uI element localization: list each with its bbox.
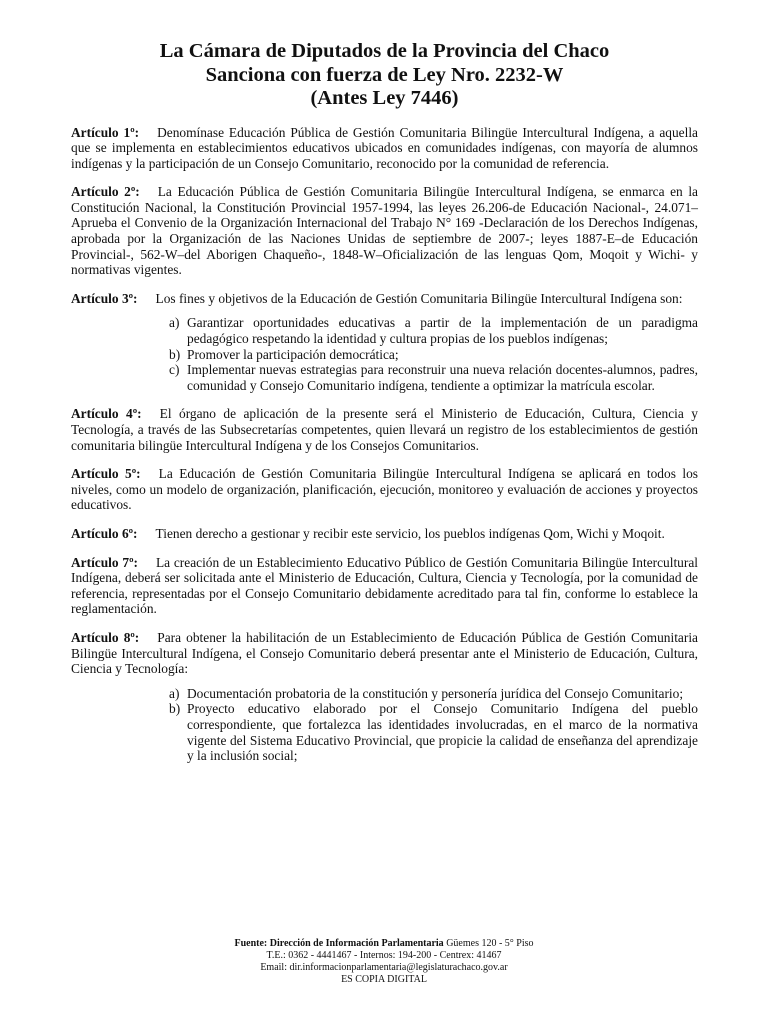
footer-address: Güemes 120 - 5° Piso <box>443 938 534 949</box>
list-item <box>71 686 698 702</box>
article-2-heading: Artículo 2º: <box>71 184 140 200</box>
footer-copy-note: ES COPIA DIGITAL <box>341 974 427 985</box>
footer-source-label: Fuente: Dirección de Información Parlamentaria <box>234 938 444 949</box>
page-footer <box>0 938 768 986</box>
article-8 <box>71 630 698 677</box>
article-4 <box>71 406 698 453</box>
list-marker: a) <box>169 315 180 331</box>
list-item <box>71 347 698 363</box>
article-7-heading: Artículo 7º: <box>71 554 138 570</box>
list-marker: c) <box>169 362 180 378</box>
list-item-text: Documentación probatoria de la constitución y personería jurídica del Consejo Comunitario; <box>187 685 684 701</box>
article-2-text: La Educación Pública de Gestión Comunitaria Bilingüe Intercultural Indígena, se enmarca en la Constitución Nacional, la Constitución Provincial 1957-1994, las leyes 26.206-de Educación Nacional-, 24.071–Aprueba el Convenio de la Organización Internacional del Trabajo N° 169 -Declaración de los Derechos Indígenas, aprobada por la Organización de las Naciones Unidas de septiembre de 2007-; leyes 1887-E–de Educación Provincial-, 562-W–del Aborigen Chaqueño-, 1848-W–Oficialización de las lenguas Qom, Moqoit y Wichi- y normativas vigentes. <box>71 184 698 278</box>
title-line-2: Sanciona con fuerza de Ley Nro. 2232-W <box>205 63 564 86</box>
article-6 <box>71 526 698 542</box>
list-item-text: Garantizar oportunidades educativas a partir de la implementación de un paradigma pedagógico respetando la identidad y cultura propias de los pueblos indígenas; <box>187 315 698 347</box>
article-1-text: Denomínase Educación Pública de Gestión Comunitaria Bilingüe Intercultural Indígena, a aquella que se implementa en establecimientos educativos ubicados en comunidades indígenas, con mayoría de alumnos indígenas y la participación de un Consejo Comunitario, reconocido por la comunidad de referencia. <box>71 124 698 171</box>
list-marker: b) <box>169 346 181 362</box>
law-title <box>71 40 698 111</box>
article-5 <box>71 466 698 513</box>
article-7 <box>71 555 698 617</box>
article-4-heading: Artículo 4º: <box>71 406 142 422</box>
article-3-list <box>71 315 698 393</box>
list-item <box>71 362 698 393</box>
article-5-heading: Artículo 5º: <box>71 466 141 482</box>
article-7-text: La creación de un Establecimiento Educativo Público de Gestión Comunitaria Bilingüe Intercultural Indígena, deberá ser solicitada ante el Ministerio de Educación, Cultura, Ciencia y Tecnología, por la comunidad de referencia, representadas por el Consejo Comunitario debidamente acreditado para tal fin, conforme lo establece la reglamentación. <box>71 554 698 617</box>
article-3-text: Los fines y objetivos de la Educación de Gestión Comunitaria Bilingüe Intercultural Indígena son: <box>155 290 683 306</box>
title-line-1: La Cámara de Diputados de la Provincia del Chaco <box>159 40 610 62</box>
article-8-heading: Artículo 8º: <box>71 629 140 645</box>
article-5-text: La Educación de Gestión Comunitaria Bilingüe Intercultural Indígena se aplicará en todos los niveles, como un modelo de organización, planificación, ejecución, monitoreo y evaluación de acciones y proyectos educativos. <box>71 466 698 513</box>
article-6-heading: Artículo 6º: <box>71 525 138 541</box>
list-item-text: Proyecto educativo elaborado por el Consejo Comunitario Indígena del pueblo correspondiente, que fortalezca las identidades involucradas, en el marco de la normativa vigente del Sistema Educativo Provincial, que propicie la calidad de enseñanza del aprendizaje y la inclusión social; <box>187 701 698 764</box>
list-item <box>71 701 698 763</box>
article-3-heading: Artículo 3º: <box>71 290 138 306</box>
list-item <box>71 315 698 346</box>
article-1-heading: Artículo 1º: <box>71 124 140 140</box>
article-8-text: Para obtener la habilitación de un Establecimiento de Educación Pública de Gestión Comunitaria Bilingüe Intercultural Indígena, el Consejo Comunitario deberá presentar ante el Ministerio de Educación, Cultura, Ciencia y Tecnología: <box>71 629 698 677</box>
article-8-list <box>71 686 698 764</box>
article-2 <box>71 184 698 278</box>
footer-email: Email: dir.informacionparlamentaria@legislaturachaco.gov.ar <box>260 962 508 973</box>
list-item-text: Promover la participación democrática; <box>187 346 399 362</box>
footer-phones: T.E.: 0362 - 4441467 - Internos: 194-200 - Centrex: 41467 <box>266 950 502 961</box>
article-6-text: Tienen derecho a gestionar y recibir este servicio, los pueblos indígenas Qom, Wichi y Moqoit. <box>155 525 665 541</box>
title-line-3: (Antes Ley 7446) <box>310 87 459 109</box>
list-marker: a) <box>169 685 180 701</box>
list-item-text: Implementar nuevas estrategias para reconstruir una nueva relación docentes-alumnos, padres, comunidad y Consejo Comunitario indígena, tendiente a optimizar la matrícula escolar. <box>187 362 698 393</box>
article-1 <box>71 125 698 172</box>
list-marker: b) <box>169 701 181 717</box>
article-3 <box>71 291 698 307</box>
footer-source-line <box>0 938 768 950</box>
document-page <box>71 40 698 777</box>
article-4-text: El órgano de aplicación de la presente será el Ministerio de Educación, Cultura, Ciencia y Tecnología, a través de las Subsecretarías competentes, quien llevará un registro de los establecimientos de gestión comunitaria bilingüe Intercultural Indígena y de los Consejos Comunitarios. <box>71 406 698 453</box>
